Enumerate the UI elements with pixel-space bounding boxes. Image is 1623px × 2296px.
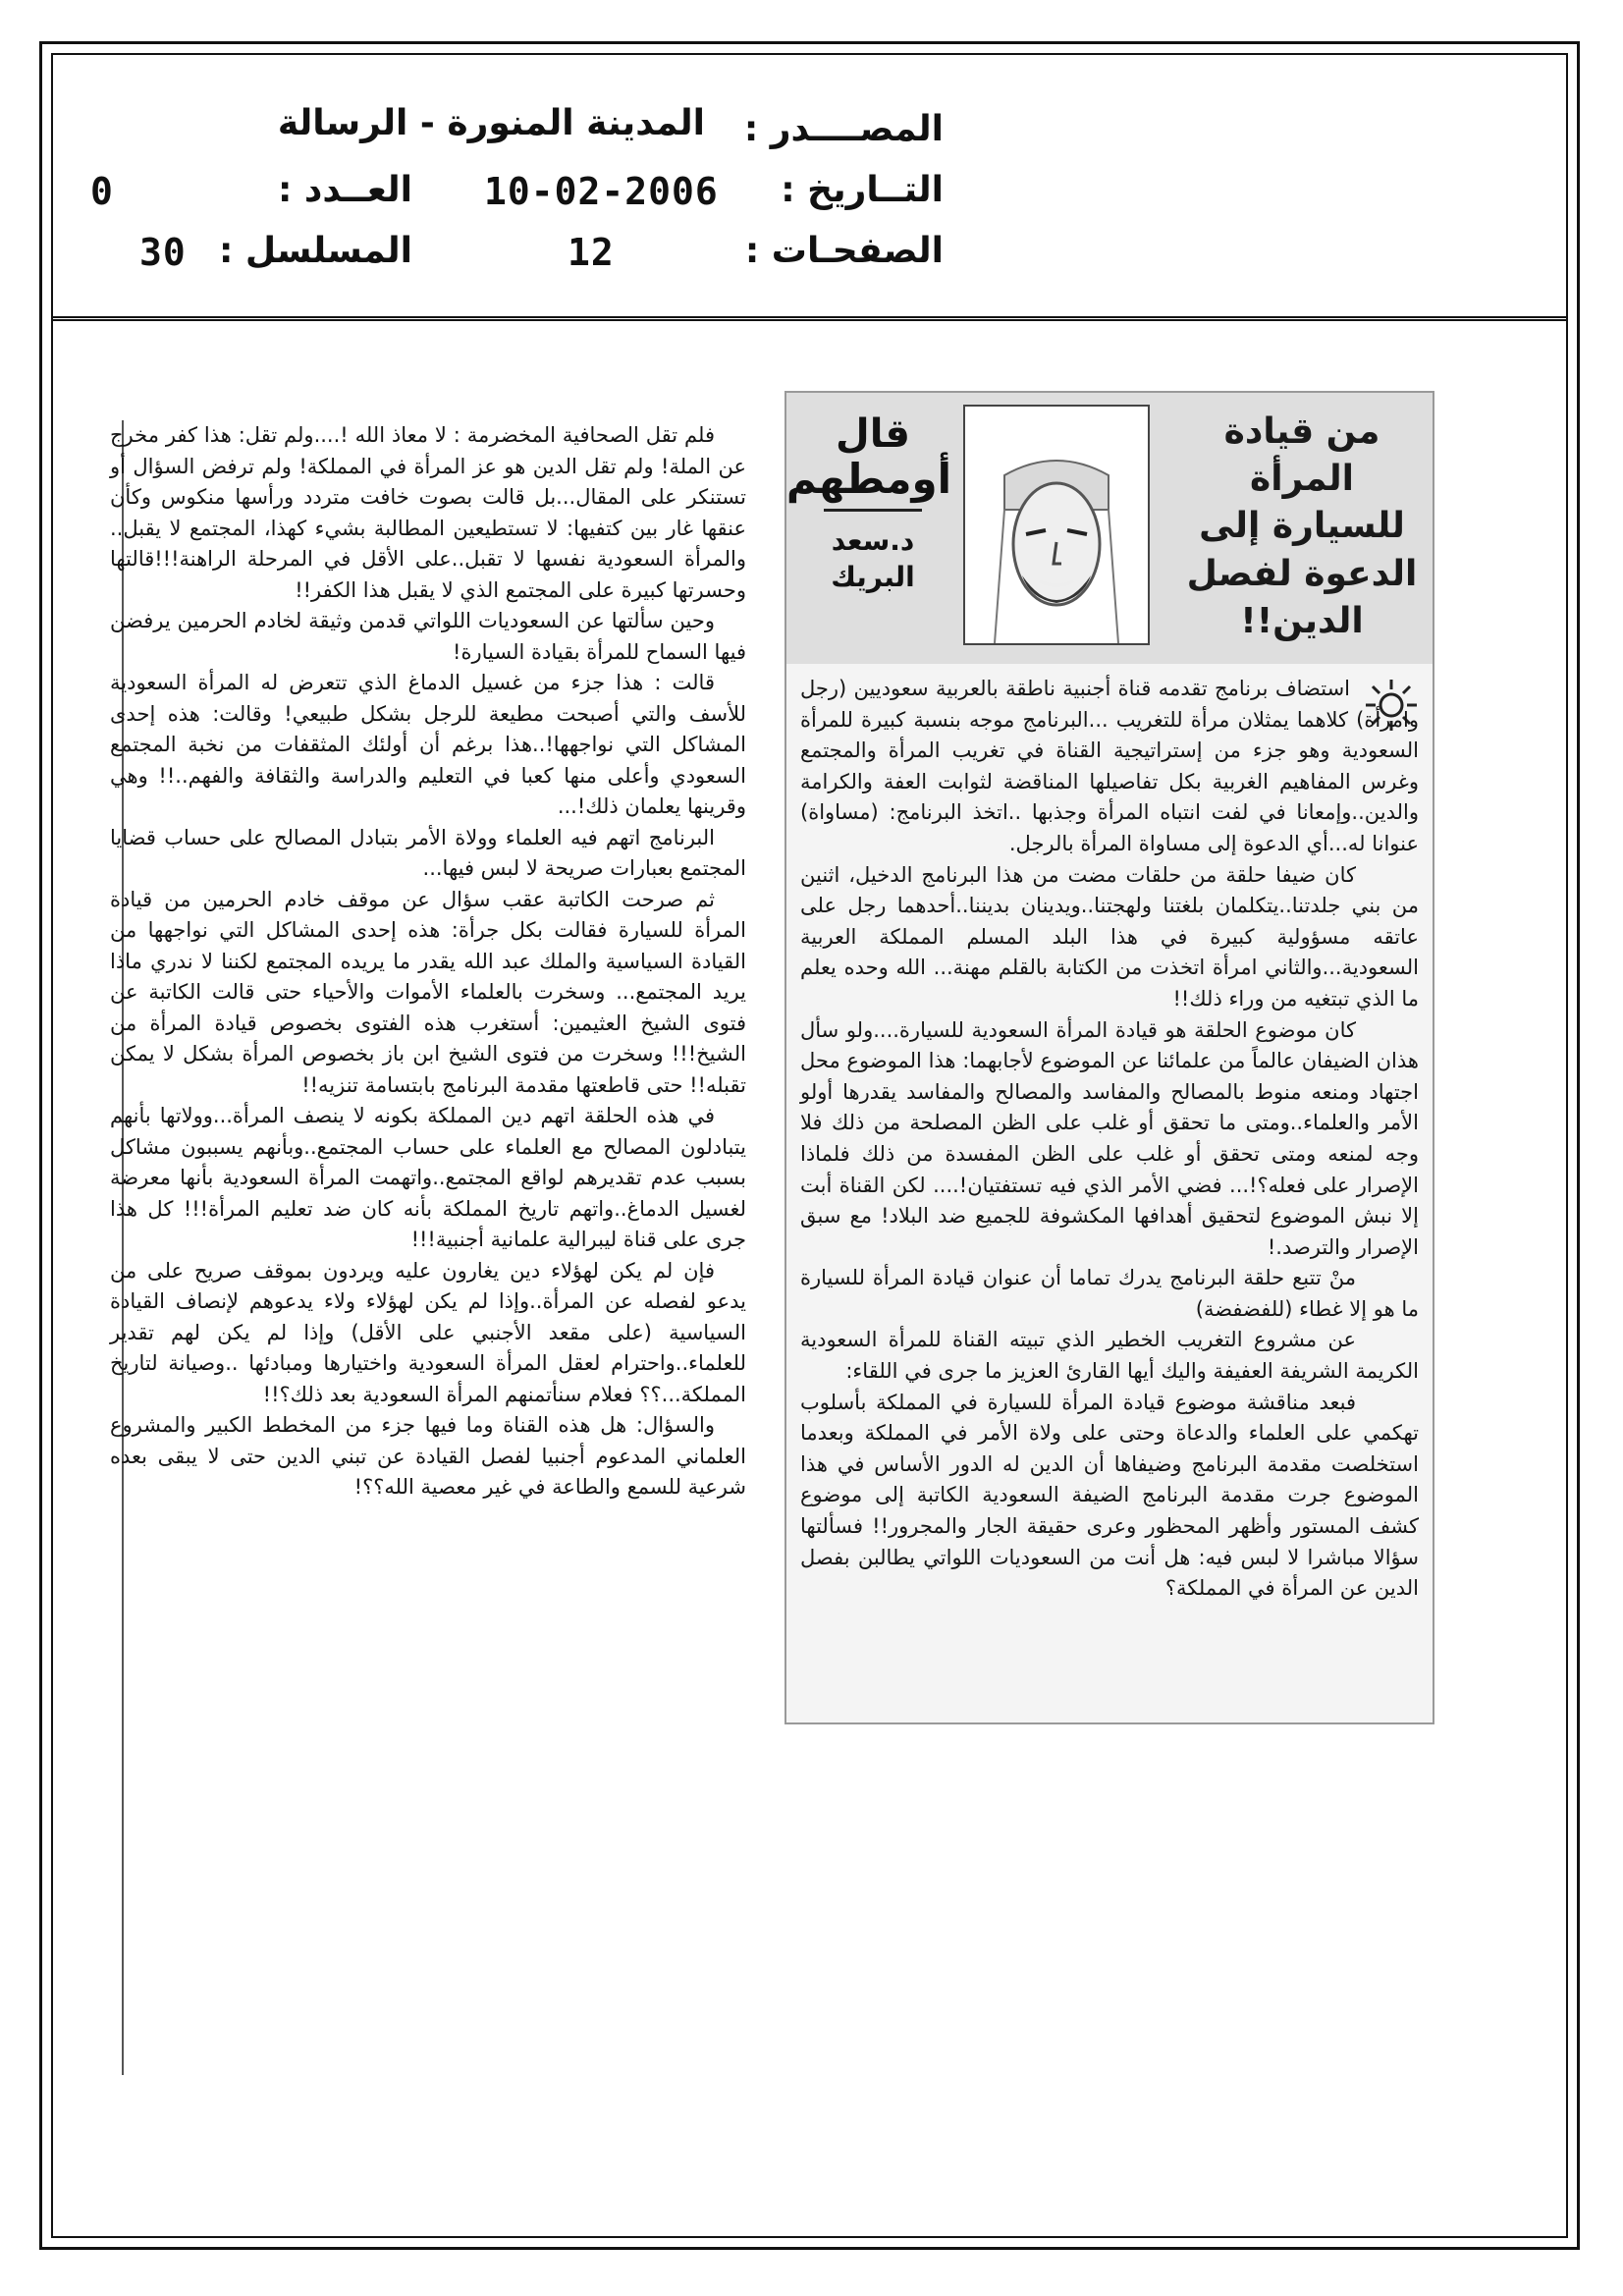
source-label: المصــــدر : (743, 109, 944, 149)
column-name-line1: قال (836, 411, 910, 457)
paragraph: عن مشروع التغريب الخطير الذي تبيته القناة للمرأة السعودية الكريمة الشريفة العفيفة واليك أيها القارئ العزيز ما جرى في اللقاء: (800, 1328, 1419, 1384)
header-divider (51, 316, 1568, 321)
paragraph: فإن لم يكن لهؤلاء دين يغارون عليه ويردون بموقف صريح على من يدعو لفصله عن المرأة..وإذا لم يكن لهؤلاء ولاء يدعوهم لإنصاف القيادة السياسية (على مقعد الأجنبي على الأقل) وإذا لم يكن لهم تقدير للعلماء..واحترام لعقل المرأة السعودية واختيارها ومبادئها ..وصيانة لتاريخ المملكة...؟؟ فعلام سنأتمنهم المرأة السعودية بعد ذلك؟!! (110, 1258, 746, 1406)
paragraph: منْ تتبع حلقة البرنامج يدرك تماما أن عنوان قيادة المرأة للسيارة ما هو إلا غطاء (للفضفضة) (800, 1266, 1419, 1321)
pages-label: الصفحـات : (744, 231, 944, 271)
author-name-line2: البريك (831, 561, 915, 594)
author-photo (963, 405, 1150, 645)
author-portrait-icon (965, 407, 1148, 643)
column-name-line2: أومطهم (785, 455, 951, 503)
issue-label: العــدد : (278, 170, 412, 210)
paragraph: فبعد مناقشة موضوع قيادة المرأة للسيارة في المملكة بأسلوب تهكمي على العلماء والدعاة وحتى على ولاة الأمر في المملكة وبعدما استخلصت مقدمة البرنامج وضيفاها أن الدين له الدور الأساس في هذا الموضوع جرت مقدمة البرنامج الضيفة السعودية الكاتبة إلى موضوع كشف المستور وأظهر المحظور وعرى حقيقة الجار والمجرور!! فسألتها سؤالا مباشرا لا لبس فيه: هل أنت من السعوديات اللواتي يطالبن بفصل الدين عن المرأة في المملكة؟ (800, 1390, 1419, 1601)
author-name-line1: د.سعد (831, 524, 915, 558)
title-line: للسيارة إلى (1199, 506, 1405, 547)
paragraph: كان ضيفا حلقة من حلقات مضت من هذا البرنامج الدخيل، اثنين من بني جلدتنا..يتكلمان بلغتنا ولهجتنا..ويدينان بديننا..أحدهما رجل على عاتقه مسؤولية كبيرة في هذا البلد المسلم المملكة العربية السعودية...والثاني امرأة اتخذت من الكتابة بالقلم مهنة... الله وحده يعلم ما الذي تبتغيه من وراء ذلك!! (800, 862, 1419, 1011)
paragraph: البرنامج اتهم فيه العلماء وولاة الأمر بتبادل المصالح على حساب قضايا المجتمع بعبارات صريحة لا لبس فيها... (110, 825, 746, 880)
pages-value: 12 (568, 231, 615, 274)
paragraph: في هذه الحلقة اتهم دين المملكة بكونه لا ينصف المرأة...وولاتها بأنهم يتبادلون المصالح مع العلماء على حساب المجتمع..وبأنهم يسببون مشاكل بسبب عدم تقديرهم لواقع المجتمع..واتهمت المرأة السعودية بأنها معرضة لغسيل الدماغ..واتهم تاريخ المملكة بأنه كان ضد تعليم المرأة!!! كل هذا جرى على قناة ليبرالية علمانية أجنبية!!! (110, 1104, 746, 1251)
serial-value: 30 (139, 231, 187, 274)
paragraph: استضاف برنامج تقدمه قناة أجنبية ناطقة بالعربية سعوديين (رجل وامرأة) كلاهما يمثلان مرأة للتغريب ...البرنامج موجه بنسبة كبيرة للمرأة السعودية وهو جزء من إستراتيجية القناة في تغريب المرأة والمجتمع وغرس المفاهيم الغربية بكل تفاصيلها المناقضة لثوابت العفة والكرامة والدين..وإمعانا في لفت انتباه المرأة وجذبها ..اتخذ البرنامج: (مساواة) عنوانا له...أي الدعوة إلى مساواة المرأة بالرجل. (800, 677, 1419, 855)
paragraph: كان موضوع الحلقة هو قيادة المرأة السعودية للسيارة....ولو سأل هذان الضيفان عالماً من علمائنا عن الموضوع لأجابهما: هذا الموضوع محل اجتهاد ومنعه منوط بالمصالح والمفاسد والمصالح والمفاسد يقدرها أولو الأمر والعلماء..ومتى ما تحقق أو غلب على الظن المصلحة من ذلك فلا وجه لمنعه ومتى تحقق أو غلب على الظن المفسدة من ذلك فلماذا الإصرار على فعله؟!... فضي الأمر الذي فيه تستفتيان!.... لكن القناة أبت إلا نبش الموضوع لتحقيق أهدافها المكشوفة للجميع ضد البلاد! مع سبق الإصرار والترصد.! (800, 1017, 1419, 1259)
paragraph: وحين سألتها عن السعوديات اللواتي قدمن وثيقة لخادم الحرمين يرفضن فيها السماح للمرأة بقيادة السيارة! (110, 609, 746, 664)
paragraph: والسؤال: هل هذه القناة وما فيها جزء من المخطط الكبير والمشروع العلماني المدعوم أجنبيا لفصل القيادة عن تبني الدين حتى لا يبقى بعده شرعية للسمع والطاعة في غير معصية الله؟؟! (110, 1413, 746, 1499)
issue-value: 0 (90, 170, 114, 213)
paragraph: قالت : هذا جزء من غسيل الدماغ الذي تتعرض له المرأة السعودية للأسف والتي أصبحت مطيعة للرجل بشكل طبيعي! وقالت: هذه إحدى المشاكل التي نواجهها!..هذا برغم أن أولئك المثقفات من نخبة المجتمع السعودي وأعلى منها كعبا في التعليم والدراسة والثقافة والفهم..!! وهي وقرينها يعلمان ذلك!... (110, 671, 746, 818)
paragraph: فلم تقل الصحافية المخضرمة : لا معاذ الله !....ولم تقل: هذا كفر مخرج عن الملة! ولم تقل الدين هو عز المرأة في المملكة! ولم ترفض السؤال أو تستنكر على المقال...بل قالت بصوت خافت متردد ورأسها منكوس وكأن عنقها غار بين كتفيها: لا تستطيعين المطالبة بشيء كهذا، المجتمع لا يقبل.. والمرأة السعودية نفسها لا تقبل..على الأقل في المرحلة الراهنة!!!قالتها وحسرتها كبيرة على المجتمع الذي لا يقبل هذا الكفر!! (110, 423, 746, 602)
title-line: الدعوة لفصل (1186, 553, 1418, 594)
article-clipping (784, 391, 1434, 1724)
right-column-text (800, 674, 1419, 1605)
article-title (1181, 409, 1423, 645)
serial-label: المسلسل : (218, 231, 412, 271)
column-label-rule (824, 509, 922, 512)
column-label (785, 411, 951, 596)
source-value: المدينة المنورة - الرسالة (277, 103, 705, 143)
left-column-text (110, 420, 746, 1503)
date-value: 10-02-2006 (484, 170, 719, 213)
title-line: الدين!! (1240, 600, 1364, 641)
paragraph: ثم صرحت الكاتبة عقب سؤال عن موقف خادم الحرمين من قيادة المرأة للسيارة فقالت بكل جرأة: هذه إحدى المشاكل التي نواجهها من القيادة السياسية والملك عبد الله يقدر ما يريده المجتمع لكننا لا ندري ماذا يريد المجتمع... وسخرت بالعلماء الأموات والأحياء حتى قالت الكاتبة عن فتوى الشيخ العثيمين: أستغرب هذه الفتوى بخصوص قيادة المرأة من الشيخ!!! وسخرت من فتوى الشيخ ابن باز بخصوص المرأة بشكل لا يمكن تقبله!! حتى قاطعتها مقدمة البرنامج بابتسامة تنزيه!! (110, 887, 746, 1097)
date-label: التــاريخ : (781, 170, 944, 210)
title-line: من قيادة المرأة (1223, 411, 1380, 500)
